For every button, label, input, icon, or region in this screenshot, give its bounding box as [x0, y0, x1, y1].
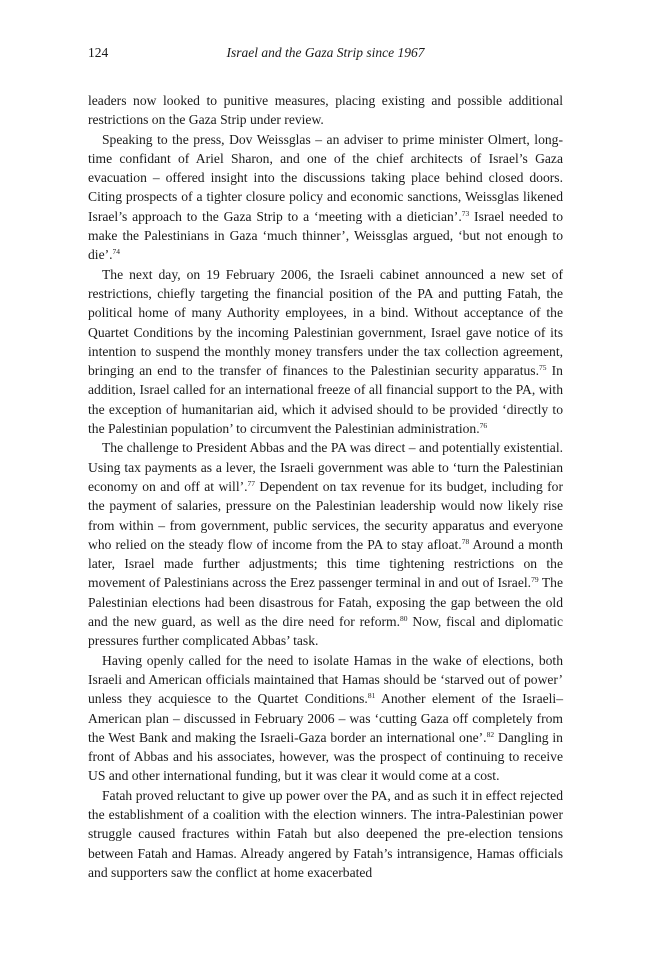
page-number: 124 [88, 45, 109, 60]
footnote-marker: 73 [461, 208, 470, 218]
paragraph [88, 91, 563, 130]
footnote-marker: 77 [247, 478, 256, 488]
body-text [88, 91, 563, 882]
text-run: Now, fiscal and diplomatic pressures further complicated Abbas’ task. [88, 614, 563, 649]
footnote-marker: 78 [461, 536, 470, 546]
footnote-marker: 74 [112, 247, 121, 257]
text-run: The Palestinian elections had been disastrous for Fatah, exposing the gap between the old and the new guard, as well as the dire need for reform. [88, 575, 563, 630]
footnote-marker: 75 [539, 363, 547, 373]
text-run: Having openly called for the need to isolate Hamas in the wake of elections, both Israeli and American officials maintained that Hamas should be ‘starved out of power’ unless they acquiesce to the Quartet Conditions. [88, 652, 563, 707]
text-run: leaders now looked to punitive measures, placing existing and possible additional restrictions on the Gaza Strip under review. [88, 93, 563, 128]
footnote-marker: 79 [531, 575, 539, 585]
text-run: Dependent on tax revenue for its budget, including for the payment of salaries, pressure on the Palestinian leadership would now likely rise from within – from government, public services, the security apparatus and everyone who relied on the steady flow of income from the PA to stay afloat. [88, 478, 563, 552]
text-run: The next day, on 19 February 2006, the Israeli cabinet announced a new set of restrictions, chiefly targeting the financial position of the PA and putting Fatah, the political home of many Authority employees, in a bind. Without acceptance of the Quartet Conditions by the incoming Palestinian government, Israel gave notice of its intention to suspend the monthly money transfers under the tax collection agreement, bringing an end to the transfer of finances to the Palestinian security apparatus. [88, 266, 563, 379]
paragraph [88, 651, 563, 786]
text-run: In addition, Israel called for an international freeze of all financial support to the PA, with the exception of humanitarian aid, which it advised should to be provided ‘directly to the Palestinian population’ to circumvent the Palestinian administration. [88, 363, 563, 437]
footnote-marker: 76 [479, 421, 488, 431]
text-run: Israel needed to make the Palestinians in Gaza ‘much thinner’, Weissglas argued, ‘but not enough to die’. [88, 208, 563, 263]
text-run: Speaking to the press, Dov Weissglas – an adviser to prime minister Olmert, long-time confidant of Ariel Sharon, and one of the chief architects of Israel’s Gaza evacuation – offered insight into the discussions taking place behind closed doors. Citing prospects of a tighter closure policy and economic sanctions, Weissglas likened Israel’s approach to the Gaza Strip to a ‘meeting with a dietician’. [88, 131, 563, 224]
running-title: Israel and the Gaza Strip since 1967 [226, 45, 425, 60]
paragraph [88, 265, 563, 439]
text-run: Fatah proved reluctant to give up power over the PA, and as such it in effect rejected the establishment of a coalition with the election winners. The intra-Palestinian power struggle caused fractures within Fatah but also deepened the pre-election tensions between Fatah and Hamas. Already angered by Fatah’s intransigence, Hamas officials and supporters saw the conflict at home exacerbated [88, 787, 563, 880]
footnote-marker: 82 [486, 729, 495, 739]
paragraph [88, 130, 563, 265]
text-run: Dangling in front of Abbas and his associates, however, was the prospect of continuing to receive US and other international funding, but it was clear it would come at a cost. [88, 729, 563, 784]
text-run: Around a month later, Israel made further adjustments; this time tightening restrictions on the movement of Palestinians across the Erez passenger terminal in and out of Israel. [88, 536, 563, 591]
text-run: The challenge to President Abbas and the PA was direct – and potentially existential. Using tax payments as a lever, the Israeli government was able to ‘turn the Palestinian economy on and off at will’. [88, 440, 563, 494]
paragraph [88, 438, 563, 650]
footnote-marker: 80 [400, 614, 408, 624]
paragraph [88, 786, 563, 882]
footnote-marker: 81 [367, 691, 376, 701]
text-run: Another element of the Israeli–American plan – discussed in February 2006 – was ‘cutting Gaza off completely from the West Bank and making the Israeli-Gaza border an international one’. [88, 691, 563, 745]
